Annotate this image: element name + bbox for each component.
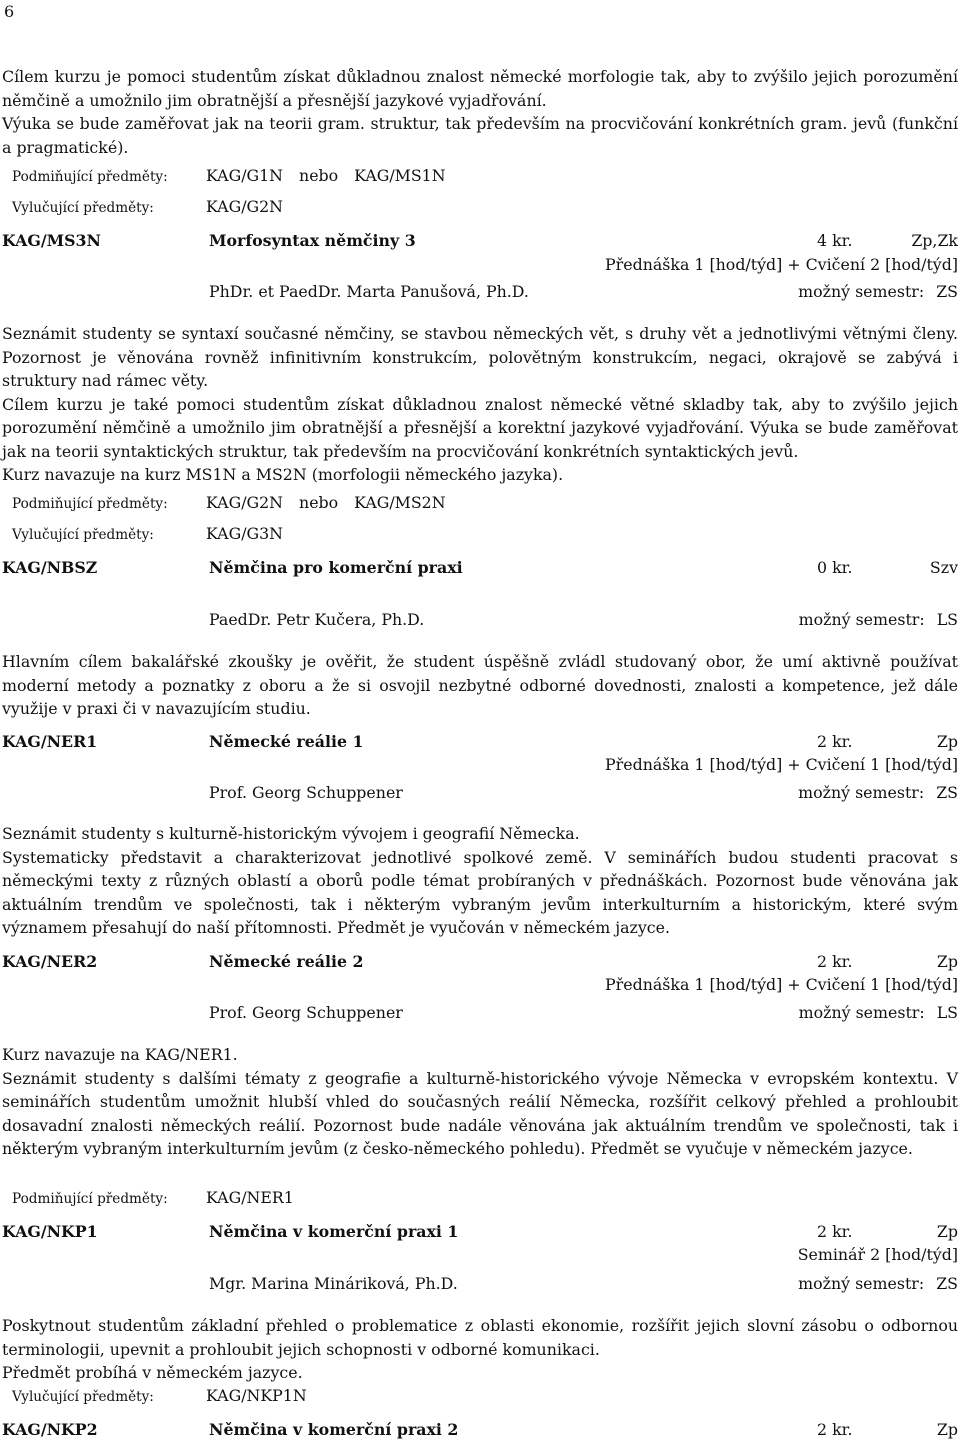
course-semester xyxy=(798,781,958,805)
course-hours: Přednáška 1 [hod/týd] + Cvičení 1 [hod/týd] xyxy=(605,755,958,774)
course-credits: 2 kr. xyxy=(817,732,853,751)
course-header xyxy=(2,229,958,253)
course-code: KAG/MS3N xyxy=(2,231,101,250)
exclusion-code: KAG/G3N xyxy=(206,524,284,543)
semester-label: možný semestr: xyxy=(798,282,925,301)
prerequisites-row xyxy=(12,491,446,515)
course-credits: 2 kr. xyxy=(817,1420,853,1439)
course-semester xyxy=(798,280,958,304)
exclusions-row xyxy=(12,195,283,219)
course-completion: Szv xyxy=(929,558,958,577)
semester-value: LS xyxy=(936,610,958,629)
course-completion: Zp xyxy=(936,732,958,751)
course-title: Německé reálie 1 xyxy=(209,732,364,751)
course-semester xyxy=(798,1272,958,1296)
course-code: KAG/NKP1 xyxy=(2,1222,98,1241)
prerequisites-label: Podmiňující předměty: xyxy=(12,1191,168,1207)
course-code: KAG/NKP2 xyxy=(2,1420,98,1439)
course-teacher: Mgr. Marina Mináriková, Ph.D. xyxy=(209,1274,458,1293)
course-semester xyxy=(799,608,958,632)
course-hours: Přednáška 1 [hod/týd] + Cvičení 1 [hod/týd] xyxy=(605,975,958,994)
exclusions-label: Vylučující předměty: xyxy=(12,200,154,216)
course-credits: 2 kr. xyxy=(817,1222,853,1241)
page-number: 6 xyxy=(4,2,15,21)
course-description-text: Seznámit studenty s kulturně-historickým vývojem i geografií Německa. Systematicky představit a charakterizovat jednotlivé spolkové země. V seminářích budou studenti pracovat s německými texty z různých oblastí a oborů podle témat probíraných v přednáškách. Pozornost bude věnována jak aktuálním trendům ve společnosti, tak i některým vybraným jevům interkulturním a historickým, které svým významem přesahují do naší přítomnosti. Předmět je vyučován v německém jazyce. xyxy=(2,824,958,937)
course-header xyxy=(2,950,958,974)
course-header xyxy=(2,556,958,580)
semester-label: možný semestr: xyxy=(798,1003,925,1022)
prerequisites-label: Podmiňující předměty: xyxy=(12,496,168,512)
course-header xyxy=(2,1418,958,1442)
prerequisite-code: KAG/NER1 xyxy=(206,1188,294,1207)
course-description xyxy=(2,1314,958,1385)
course-hours: Seminář 2 [hod/týd] xyxy=(797,1245,958,1264)
semester-label: možný semestr: xyxy=(798,1274,925,1293)
course-completion: Zp xyxy=(936,952,958,971)
course-header xyxy=(2,1220,958,1244)
semester-value: LS xyxy=(936,1003,958,1022)
semester-label: možný semestr: xyxy=(798,610,925,629)
course-title: Němčina v komerční praxi 1 xyxy=(209,1222,459,1241)
or-separator: nebo xyxy=(299,493,339,512)
semester-value: ZS xyxy=(936,282,958,301)
course-completion: Zp xyxy=(936,1222,958,1241)
exclusions-row xyxy=(12,1384,307,1408)
or-separator: nebo xyxy=(299,166,339,185)
semester-value: ZS xyxy=(936,783,958,802)
course-description xyxy=(2,1043,958,1161)
course-credits: 2 kr. xyxy=(817,952,853,971)
exclusion-code: KAG/G2N xyxy=(206,197,284,216)
exclusion-code: KAG/NKP1N xyxy=(206,1386,307,1405)
course-completion: Zp,Zk xyxy=(911,231,958,250)
exclusions-row xyxy=(12,522,283,546)
intro-text-block xyxy=(2,65,958,159)
course-description xyxy=(2,322,958,487)
course-description xyxy=(2,650,958,721)
course-completion: Zp xyxy=(936,1420,958,1439)
prerequisite-code: KAG/G1N xyxy=(206,166,284,185)
course-credits: 0 kr. xyxy=(817,558,853,577)
course-hours: Přednáška 1 [hod/týd] + Cvičení 2 [hod/týd] xyxy=(605,255,958,274)
prerequisite-code: KAG/G2N xyxy=(206,493,284,512)
course-semester xyxy=(799,1001,958,1025)
semester-value: ZS xyxy=(936,1274,958,1293)
prerequisite-code: KAG/MS1N xyxy=(354,166,446,185)
exclusions-label: Vylučující předměty: xyxy=(12,527,154,543)
intro-paragraph-1: Cílem kurzu je pomoci studentům získat důkladnou znalost německé morfologie tak, aby to zvýšilo jejich porozumění němčině a umožnilo jim obratnější a přesnější jazykové vyjadřování. Výuka se bude zaměřovat jak na teorii gram. struktur, tak především na procvičování konkrétních gram. jevů (funkční a pragmatické). xyxy=(2,67,958,157)
prerequisites-row xyxy=(12,164,446,188)
course-code: KAG/NER1 xyxy=(2,732,98,751)
course-description-text: Poskytnout studentům základní přehled o problematice z oblasti ekonomie, rozšířit jejich slovní zásobu o odbornou terminologii, upevnit a prohloubit jejich schopnosti v odborné komunikaci. Předmět probíhá v německém jazyce. xyxy=(2,1316,958,1382)
course-code: KAG/NBSZ xyxy=(2,558,98,577)
course-title: Němčina pro komerční praxi xyxy=(209,558,463,577)
course-title: Německé reálie 2 xyxy=(209,952,364,971)
semester-label: možný semestr: xyxy=(798,783,925,802)
course-code: KAG/NER2 xyxy=(2,952,98,971)
exclusions-label: Vylučující předměty: xyxy=(12,1389,154,1405)
course-description xyxy=(2,822,958,940)
course-title: Morfosyntax němčiny 3 xyxy=(209,231,416,250)
course-description-text: Seznámit studenty se syntaxí současné němčiny, se stavbou německých vět, s druhy vět a jednotlivými větnými členy. Pozornost je věnována rovněž infinitivním konstrukcím, polovětným konstrukcím, negaci, okrajově se zabývá i struktury nad rámec věty. Cílem kurzu je také pomoci studentům získat důkladnou znalost německé větné skladby tak, aby to zvýšilo jejich porozumění němčině a umožnilo jim obratnější a přesnější a korektní jazykové vyjadřování. Výuka se bude zaměřovat jak na teorii syntaktických struktur, tak především na procvičování konkrétních syntaktických jevů. Kurz navazuje na kurz MS1N a MS2N (morfologii německého jazyka). xyxy=(2,324,958,484)
course-teacher: Prof. Georg Schuppener xyxy=(209,783,403,802)
prerequisites-row xyxy=(12,1186,294,1210)
course-description-text: Hlavním cílem bakalářské zkoušky je ověřit, že student úspěšně zvládl studovaný obor, že umí aktivně používat moderní metody a poznatky z oboru a že si osvojil nezbytné odborné dovednosti, znalosti a kompetence, jež dále využije v praxi či v navazujícím studiu. xyxy=(2,652,958,718)
course-header xyxy=(2,730,958,754)
course-credits: 4 kr. xyxy=(817,231,853,250)
course-title: Němčina v komerční praxi 2 xyxy=(209,1420,459,1439)
course-teacher: PaedDr. Petr Kučera, Ph.D. xyxy=(209,610,425,629)
course-teacher: Prof. Georg Schuppener xyxy=(209,1003,403,1022)
course-teacher: PhDr. et PaedDr. Marta Panušová, Ph.D. xyxy=(209,282,529,301)
prerequisites-label: Podmiňující předměty: xyxy=(12,169,168,185)
course-description-text: Kurz navazuje na KAG/NER1. Seznámit studenty s dalšími tématy z geografie a kulturně-historického vývoje Německa v evropském kontextu. V seminářích studentům umožnit hlubší vhled do současných reálií Německa, rozšířit celkový přehled a prohloubit dosavadní znalosti německých reálií. Pozornost bude nadále věnována jak aktuálním trendům ve společnosti, tak i některým vybraným interkulturním jevům (z česko-německého pohledu). Předmět se vyučuje v německém jazyce. xyxy=(2,1045,958,1158)
prerequisite-code: KAG/MS2N xyxy=(354,493,446,512)
